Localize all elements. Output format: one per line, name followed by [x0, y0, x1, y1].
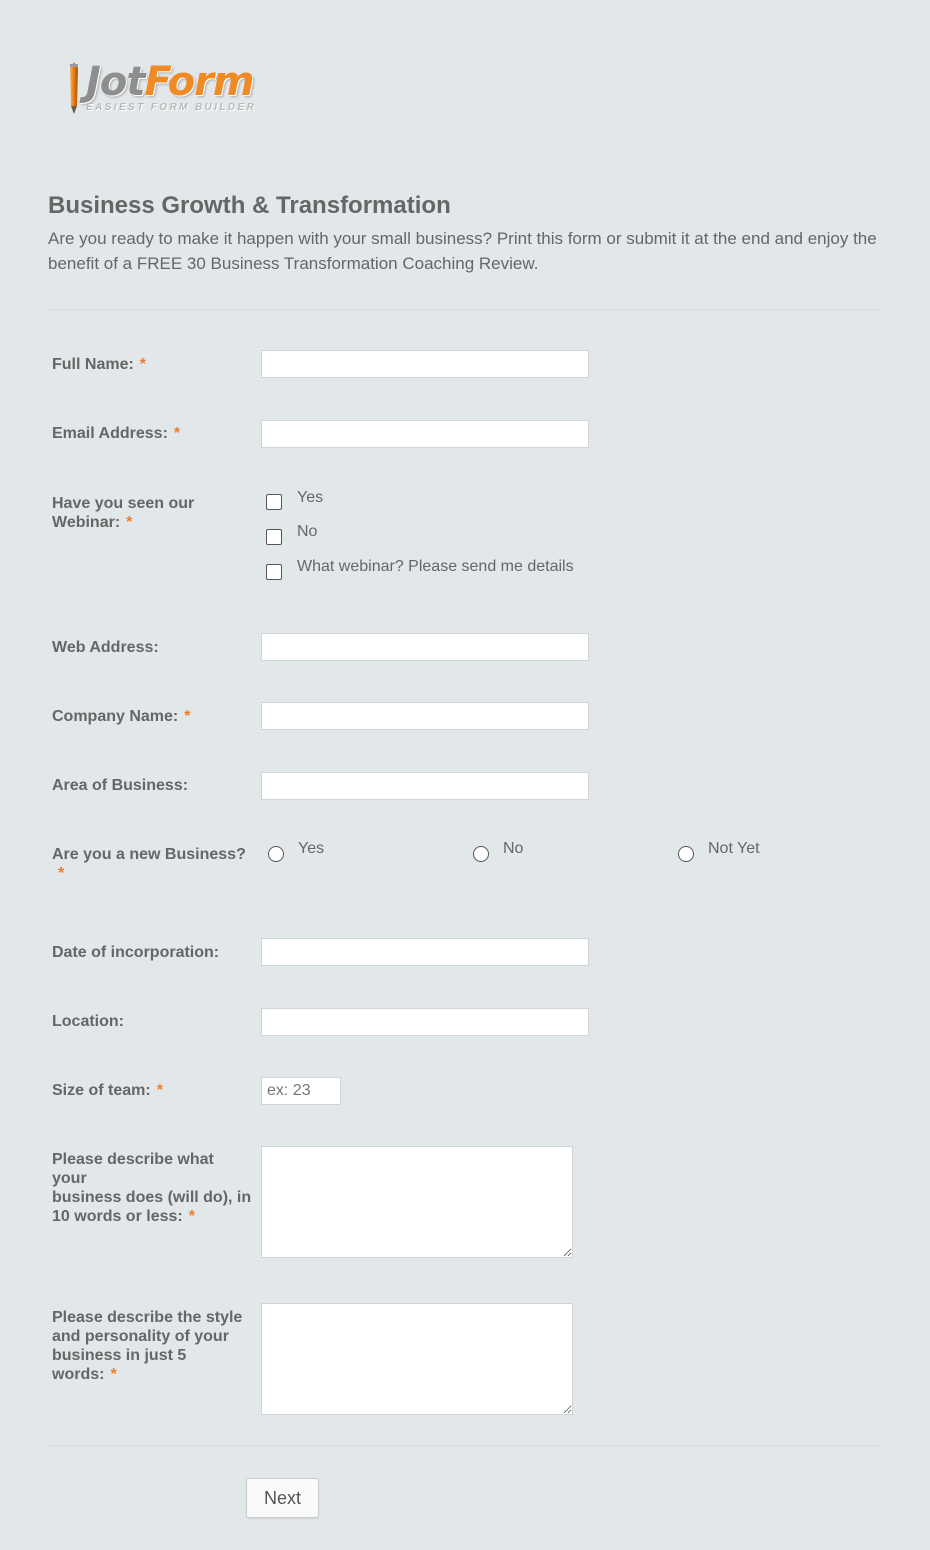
describe-style-label-line1: Please describe the style — [52, 1309, 243, 1326]
team-size-label-text: Size of team: — [52, 1082, 151, 1099]
describe-business-label — [52, 1150, 252, 1226]
location-label-text: Location: — [52, 1013, 124, 1030]
email-label-text: Email Address: — [52, 425, 168, 442]
new-business-no-label[interactable]: No — [503, 840, 524, 857]
required-marker: * — [139, 356, 147, 373]
date-of-incorporation-input[interactable] — [261, 938, 589, 966]
new-business-yes-label[interactable]: Yes — [298, 840, 325, 857]
required-marker: * — [188, 1208, 195, 1225]
required-marker: * — [184, 708, 191, 725]
web-address-label-text: Web Address: — [52, 639, 159, 656]
webinar-label-line2: Webinar: — [52, 514, 121, 531]
describe-business-label-line3: 10 words or less: — [52, 1208, 183, 1225]
full-name-label — [52, 355, 252, 374]
required-marker: * — [126, 514, 133, 531]
area-of-business-label — [52, 776, 252, 795]
required-marker: * — [58, 865, 65, 882]
date-of-incorporation-label-text: Date of incorporation: — [52, 944, 220, 961]
describe-style-textarea[interactable] — [261, 1303, 573, 1415]
webinar-label — [52, 494, 252, 532]
webinar-yes-label[interactable]: Yes — [297, 489, 324, 506]
pencil-icon — [66, 62, 82, 114]
email-label — [52, 424, 252, 443]
full-name-label-text: Full Name: — [52, 356, 134, 373]
required-marker: * — [110, 1366, 117, 1383]
footer-divider — [48, 1445, 880, 1446]
logo-jot-text: Jot — [86, 59, 145, 105]
team-size-input[interactable] — [261, 1077, 341, 1105]
form-description: Are you ready to make it happen with your small business? Print this form or submit it at the end and enjoy the benefit of a FREE 30 Business Transformation Coaching Review. — [48, 229, 877, 273]
company-name-input[interactable] — [261, 702, 589, 730]
web-address-label — [52, 638, 252, 657]
webinar-no-label[interactable]: No — [297, 523, 318, 540]
describe-business-label-line1: Please describe what your — [52, 1151, 214, 1187]
company-name-label — [52, 707, 252, 726]
new-business-label-text: Are you a new Business? — [52, 846, 246, 863]
location-input[interactable] — [261, 1008, 589, 1036]
webinar-yes-checkbox[interactable] — [266, 494, 282, 510]
describe-business-textarea[interactable] — [261, 1146, 573, 1258]
full-name-input[interactable] — [261, 350, 589, 378]
header-divider — [48, 309, 880, 310]
form-title: Business Growth & Transformation — [48, 192, 451, 219]
date-of-incorporation-label — [52, 943, 252, 962]
jotform-logo — [62, 58, 262, 118]
required-marker: * — [156, 1082, 163, 1099]
logo-tagline: EASIEST FORM BUILDER — [86, 102, 257, 113]
logo-form-text: Form — [144, 59, 254, 105]
webinar-details-checkbox[interactable] — [266, 564, 282, 580]
new-business-no-radio[interactable] — [473, 846, 489, 862]
required-marker: * — [173, 425, 181, 442]
describe-style-label-line3: business in just 5 words: — [52, 1347, 187, 1383]
new-business-label — [52, 845, 252, 883]
email-input[interactable] — [261, 420, 589, 448]
describe-business-label-line2: business does (will do), in — [52, 1189, 252, 1206]
web-address-input[interactable] — [261, 633, 589, 661]
new-business-not-yet-label[interactable]: Not Yet — [708, 840, 760, 857]
webinar-details-label[interactable]: What webinar? Please send me details — [297, 558, 574, 575]
webinar-no-checkbox[interactable] — [266, 529, 282, 545]
describe-style-label — [52, 1308, 252, 1384]
describe-style-label-line2: and personality of your — [52, 1328, 229, 1345]
new-business-yes-radio[interactable] — [268, 846, 284, 862]
team-size-label — [52, 1081, 252, 1100]
location-label — [52, 1012, 252, 1031]
company-name-label-text: Company Name: — [52, 708, 179, 725]
new-business-not-yet-radio[interactable] — [678, 846, 694, 862]
webinar-label-line1: Have you seen our — [52, 495, 195, 512]
next-button[interactable]: Next — [246, 1478, 319, 1518]
logo-wordmark — [86, 58, 254, 106]
area-of-business-input[interactable] — [261, 772, 589, 800]
area-of-business-label-text: Area of Business: — [52, 777, 189, 794]
